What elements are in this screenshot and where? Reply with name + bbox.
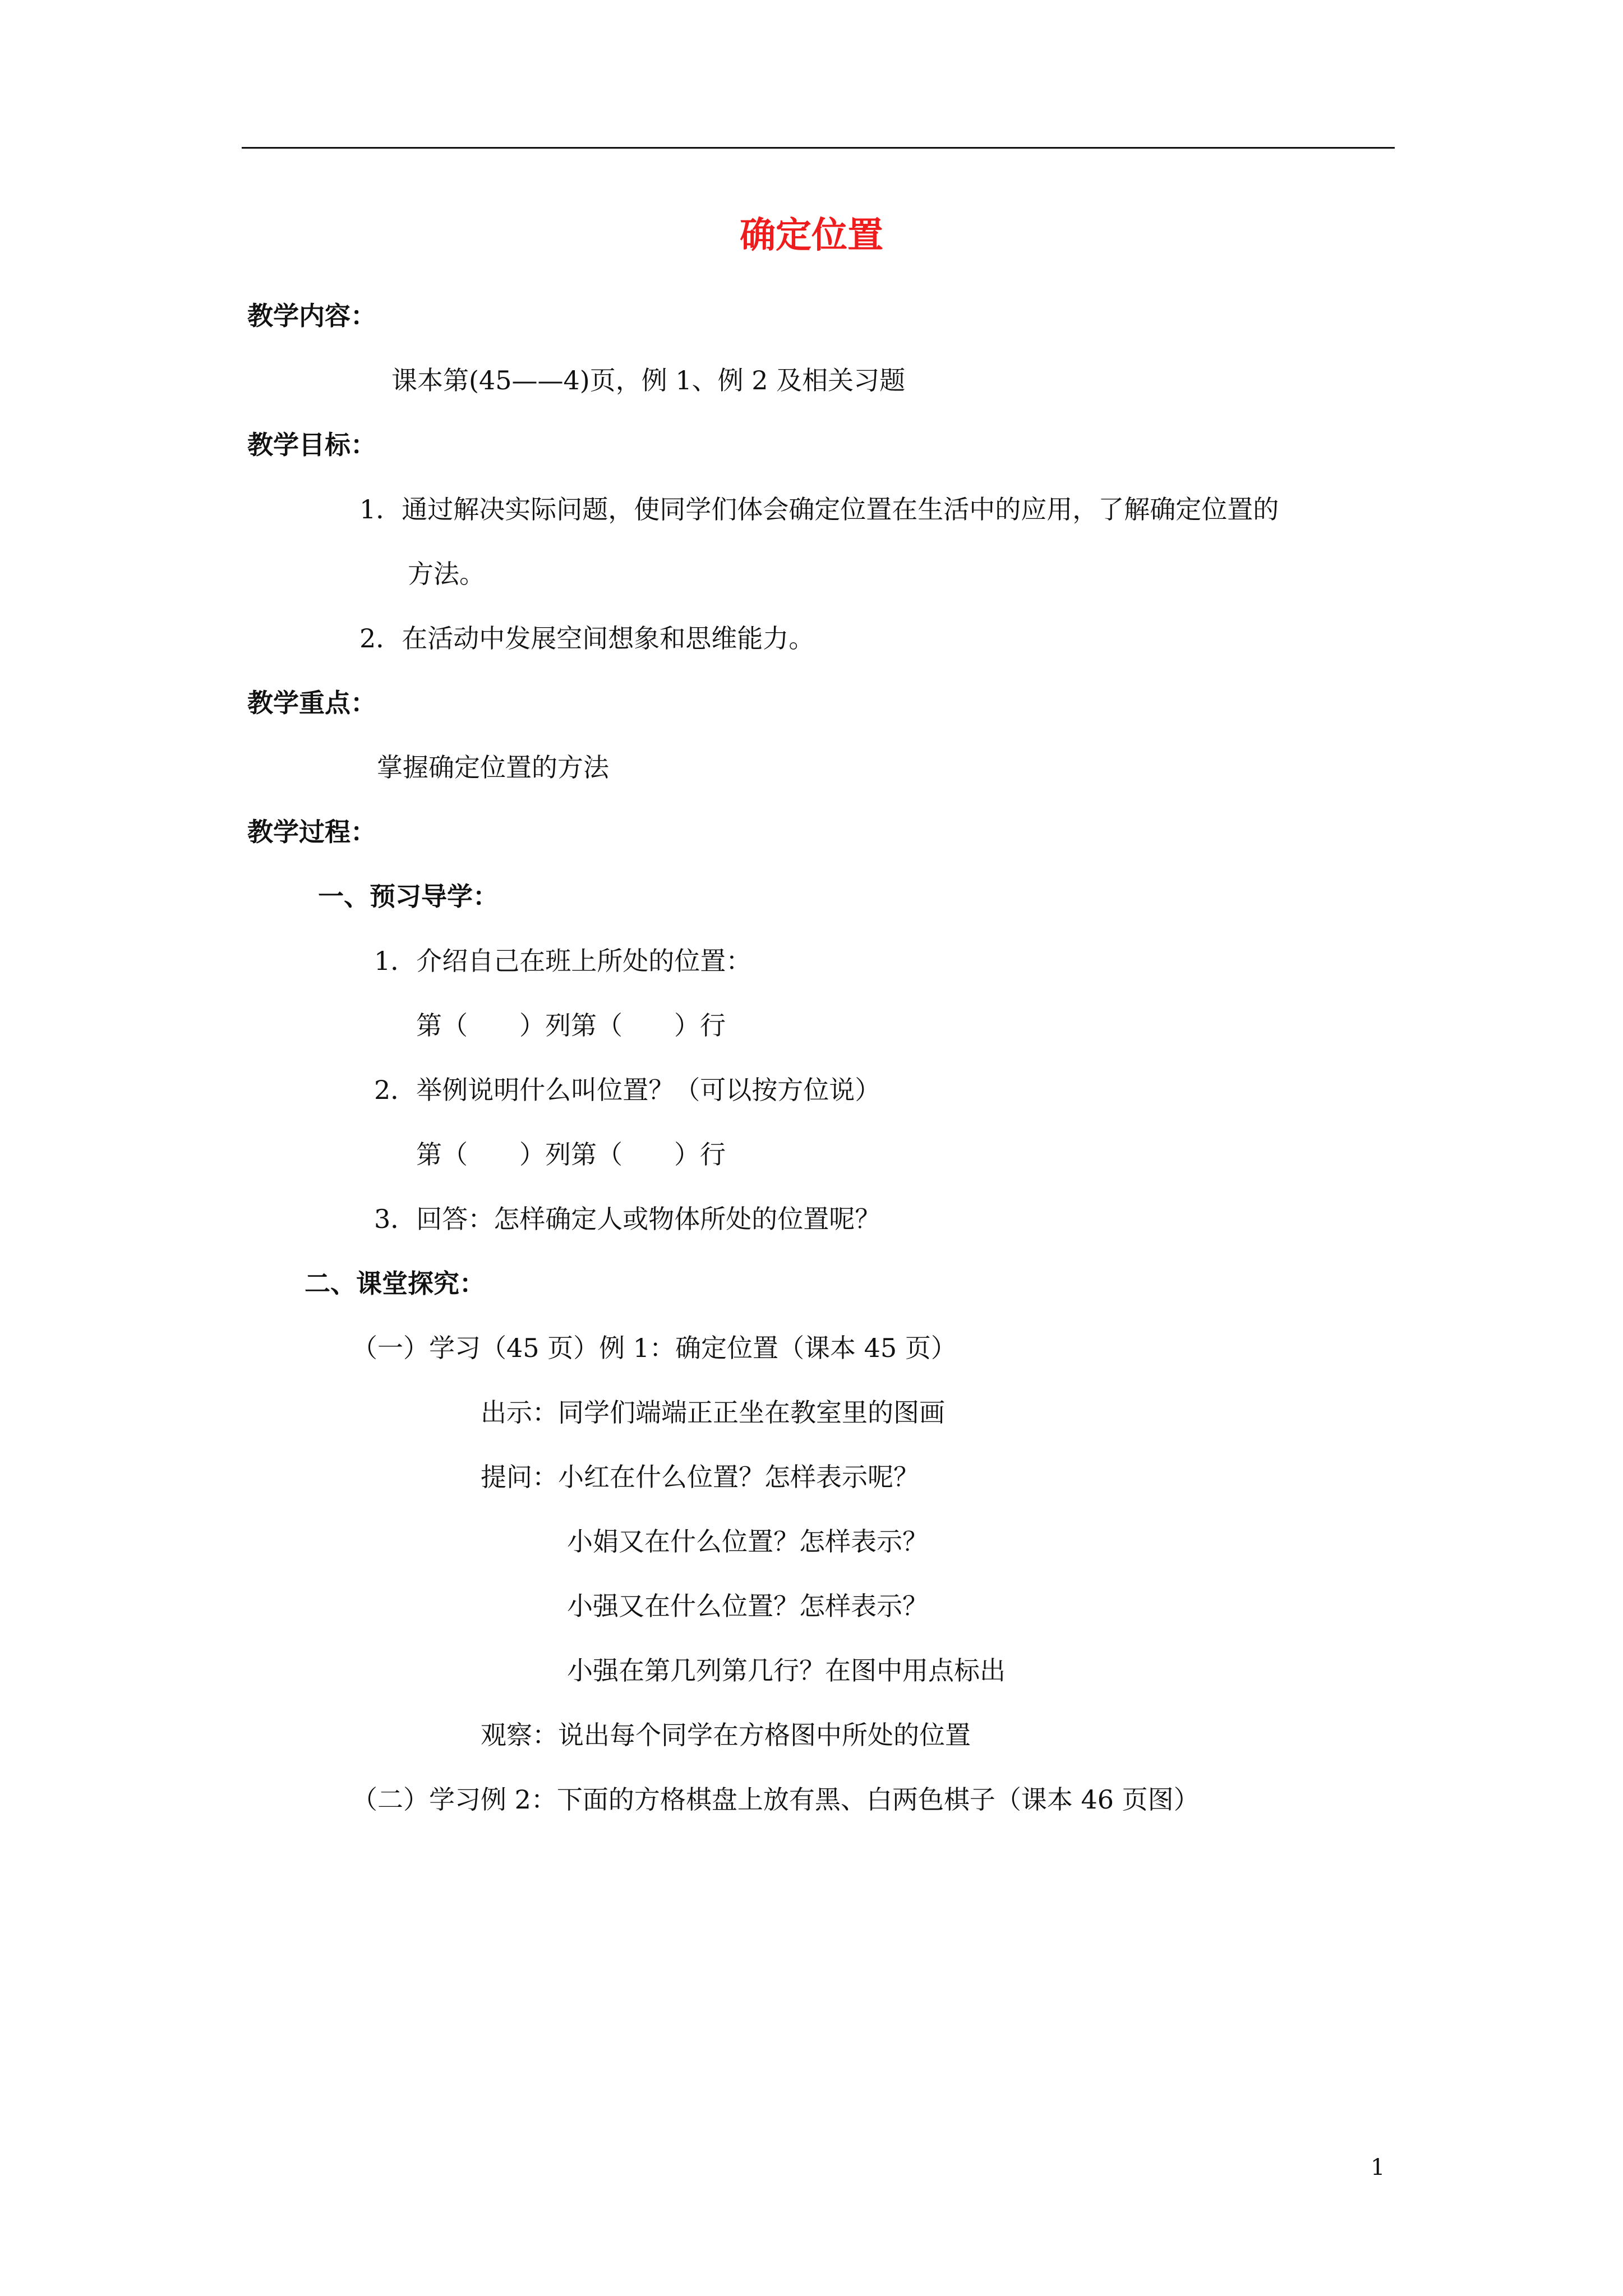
explore-ask-3: 小强又在什么位置？怎样表示？ <box>567 1591 928 1621</box>
goal-1-line2: 方法。 <box>408 559 485 589</box>
page-number: 1 <box>1371 2155 1385 2180</box>
explore-show: 出示：同学们端端正正坐在教室里的图画 <box>481 1397 945 1428</box>
explore-ask-2: 小娟又在什么位置？怎样表示？ <box>567 1526 928 1557</box>
explore-part-2: （二）学习例 2：下面的方格棋盘上放有黑、白两色棋子（课本 46 页图） <box>352 1784 1200 1815</box>
preview-item-1: 1．介绍自己在班上所处的位置： <box>374 946 752 976</box>
explore-ask-4: 小强在第几列第几行？在图中用点标出 <box>567 1655 1006 1686</box>
section-heading-goals: 教学目标： <box>247 430 376 460</box>
explore-part-1: （一）学习（45 页）例 1：确定位置（课本 45 页） <box>352 1333 957 1363</box>
goal-1-line1: 1．通过解决实际问题，使同学们体会确定位置在生活中的应用，了解确定位置的 <box>359 494 1279 524</box>
header-rule <box>242 147 1395 149</box>
key-text: 掌握确定位置的方法 <box>377 752 609 783</box>
goal-2: 2．在活动中发展空间想象和思维能力。 <box>359 623 815 654</box>
preview-item-2-blank: 第（ ）列第（ ）行 <box>416 1139 726 1170</box>
preview-item-1-blank: 第（ ）列第（ ）行 <box>416 1010 726 1041</box>
explore-ask: 提问：小红在什么位置？怎样表示呢？ <box>481 1462 919 1492</box>
section-heading-content: 教学内容： <box>247 301 376 331</box>
content-text: 课本第(45——4)页，例 1、例 2 及相关习题 <box>391 365 906 395</box>
page-title: 确定位置 <box>740 214 883 256</box>
preview-item-2: 2．举例说明什么叫位置？（可以按方位说） <box>374 1075 881 1105</box>
preview-heading: 一、预习导学： <box>318 881 499 912</box>
section-heading-process: 教学过程： <box>247 817 376 847</box>
section-heading-key: 教学重点： <box>247 688 376 718</box>
explore-heading: 二、课堂探究： <box>305 1268 485 1299</box>
preview-item-3: 3．回答：怎样确定人或物体所处的位置呢？ <box>374 1204 881 1234</box>
explore-observe: 观察：说出每个同学在方格图中所处的位置 <box>481 1720 971 1750</box>
